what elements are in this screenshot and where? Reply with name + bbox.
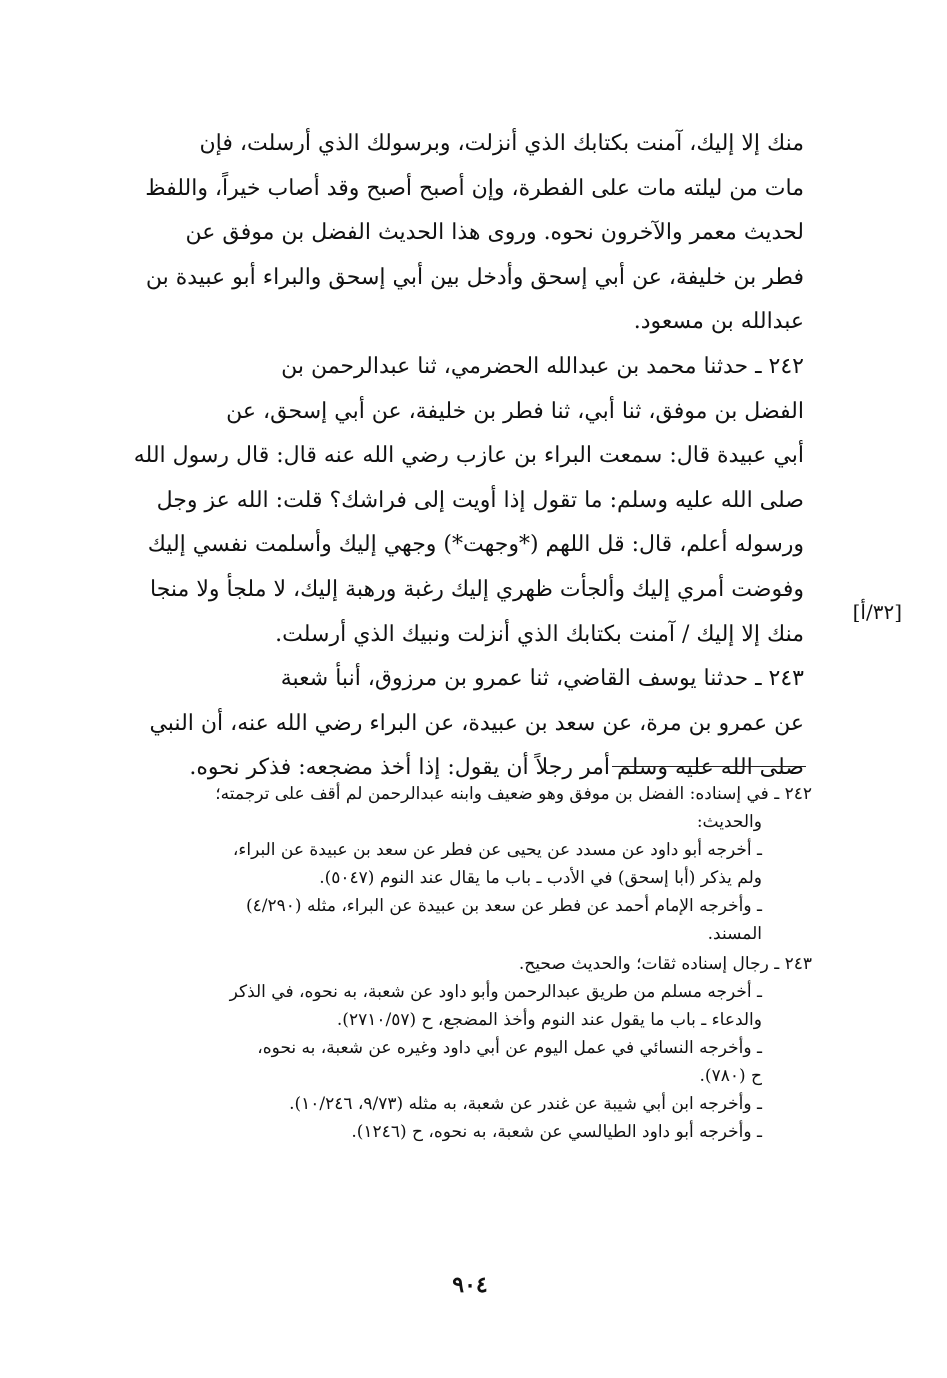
footnote-separator bbox=[612, 766, 806, 767]
footnote-line: ـ وأخرجه النسائي في عمل اليوم عن أبي داود وغيره عن شعبة، به نحوه، bbox=[257, 1038, 762, 1058]
footnotes bbox=[100, 780, 812, 1148]
footnote-line: والدعاء ـ باب ما يقول عند النوم وأخذ المضجع، ح (٢٧١٠/٥٧). bbox=[336, 1010, 762, 1030]
footnote-242 bbox=[100, 780, 812, 948]
manuscript-folio-marker: [٣٢/أ] bbox=[852, 600, 902, 624]
page-number: ٩٠٤ bbox=[452, 1272, 488, 1298]
footnote-line: والحديث: bbox=[696, 812, 762, 832]
text-line: عبدالله بن مسعود. bbox=[633, 309, 804, 335]
text-line: منك إلا إليك، آمنت بكتابك الذي أنزلت، وبرسولك الذي أرسلت، فإن bbox=[199, 131, 804, 156]
text-line: وفوضت أمري إليك وألجأت ظهري إليك رغبة ورهبة إليك، لا ملجأ ولا منجا bbox=[150, 576, 804, 602]
text-line: أبي عبيدة قال: سمعت البراء بن عازب رضي الله عنه قال: قال رسول الله bbox=[133, 443, 804, 469]
main-text bbox=[106, 122, 804, 791]
footnote-line: ٢٤٣ ـ رجال إسناده ثقات؛ والحديث صحيح. bbox=[518, 954, 812, 974]
text-line: لحديث معمر والآخرون نحوه. وروى هذا الحديث الفضل بن موفق عن bbox=[185, 220, 804, 246]
hadith-243-start: ٢٤٣ ـ حدثنا يوسف القاضي، ثنا عمرو بن مرزوق، أنبأ شعبة bbox=[280, 666, 804, 692]
hadith-242-start: ٢٤٢ ـ حدثنا محمد بن عبدالله الحضرمي، ثنا عبدالرحمن بن bbox=[281, 353, 804, 379]
text-line: صلى الله عليه وسلم: ما تقول إذا أويت إلى فراشك؟ قلت: الله عز وجل bbox=[156, 487, 804, 513]
text-line: ورسوله أعلم، قال: قل اللهم (*وجهت*) وجهي إليك وأسلمت نفسي إليك bbox=[147, 532, 804, 558]
text-line: الفضل بن موفق، ثنا أبي، ثنا فطر بن خليفة، عن أبي إسحق، عن bbox=[226, 398, 804, 424]
footnote-line: المسند. bbox=[707, 924, 762, 944]
footnote-line: ـ وأخرجه ابن أبي شيبة عن غندر عن شعبة، به مثله (٩/٧٣، ١٠/٢٤٦). bbox=[289, 1094, 762, 1114]
footnote-243 bbox=[100, 950, 812, 1146]
text-line: عن عمرو بن مرة، عن سعد بن عبيدة، عن البراء رضي الله عنه، أن النبي bbox=[149, 710, 804, 736]
footnote-line: ولم يذكر (أبا إسحق) في الأدب ـ باب ما يقال عند النوم (٥٠٤٧). bbox=[319, 868, 762, 888]
footnote-line: ـ أخرجه أبو داود عن مسدد عن يحيى عن فطر عن سعد بن عبيدة عن البراء، bbox=[232, 840, 762, 860]
text-line: فطر بن خليفة، عن أبي إسحق وأدخل بين أبي إسحق والبراء أبو عبيدة بن bbox=[145, 264, 804, 290]
text-line: منك إلا إليك / آمنت بكتابك الذي أنزلت ونبيك الذي أرسلت. bbox=[275, 621, 804, 647]
text-line: صلى الله عليه وسلم أمر رجلاً أن يقول: إذا أخذ مضجعه: فذكر نحوه. bbox=[189, 755, 804, 781]
footnote-line: ـ وأخرجه أبو داود الطيالسي عن شعبة، به نحوه، ح (١٢٤٦). bbox=[351, 1122, 762, 1142]
footnote-line: ـ أخرجه مسلم من طريق عبدالرحمن وأبو داود عن شعبة، به نحوه، في الذكر bbox=[229, 982, 762, 1002]
footnote-line: ٢٤٢ ـ في إسناده: الفضل بن موفق وهو ضعيف وابنه عبدالرحمن لم أقف على ترجمته؛ bbox=[215, 784, 812, 804]
footnote-line: ح (٧٨٠). bbox=[699, 1066, 762, 1086]
text-line: مات من ليلته مات على الفطرة، وإن أصبح أصبح وقد أصاب خيراً، واللفظ bbox=[145, 175, 804, 201]
footnote-line: ـ وأخرجه الإمام أحمد عن فطر عن سعد بن عبيدة عن البراء، مثله (٤/٢٩٠) bbox=[246, 896, 762, 916]
